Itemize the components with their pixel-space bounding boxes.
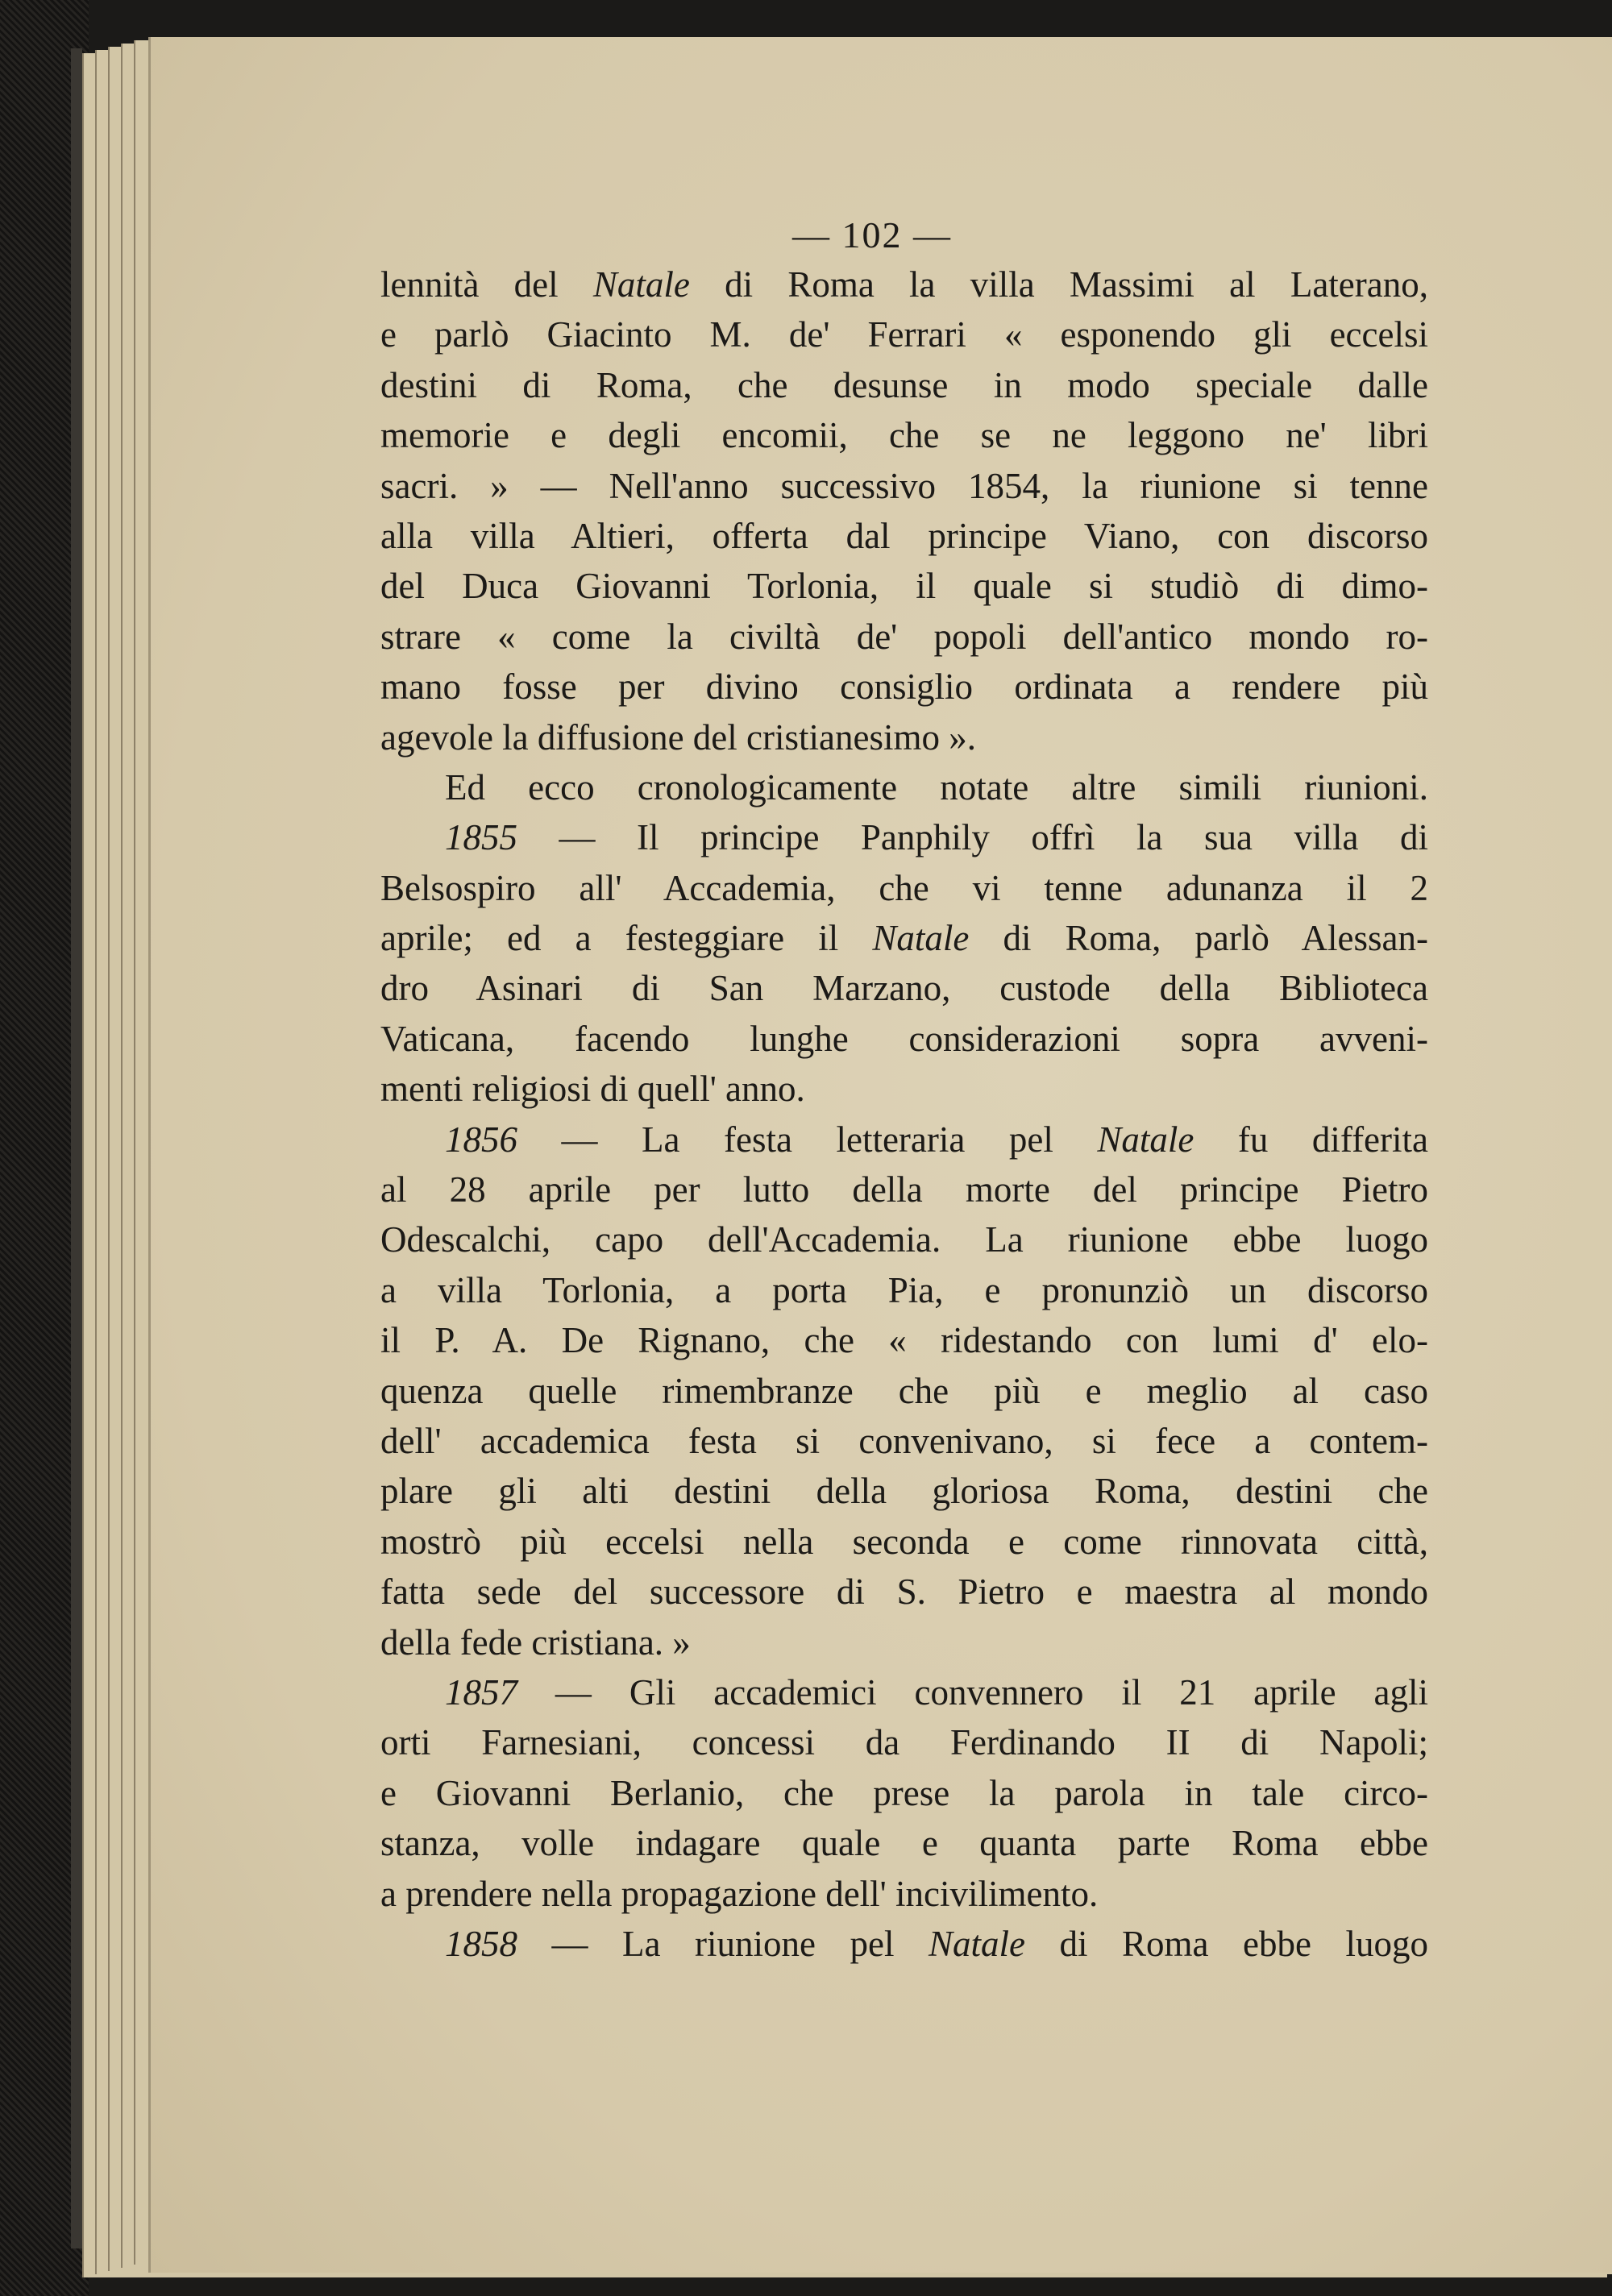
italic-text: 1858 <box>445 1923 517 1964</box>
text-segment: orti Farnesiani, concessi da Ferdinando II di Napoli; <box>380 1722 1428 1763</box>
text-segment: il P. A. De Rignano, che « ridestando con lumi d' elo- <box>380 1320 1428 1361</box>
text-line <box>380 1919 1428 1969</box>
text-segment: — La riunione pel <box>517 1923 929 1964</box>
text-line <box>380 309 1428 359</box>
text-line <box>380 963 1428 1013</box>
text-segment: strare « come la civiltà de' popoli dell'antico mondo ro- <box>380 616 1428 657</box>
italic-text: Natale <box>1097 1119 1194 1160</box>
text-segment: memorie e degli encomii, che se ne leggono ne' libri <box>380 415 1428 456</box>
text-segment: mostrò più eccelsi nella seconda e come rinnovata città, <box>380 1521 1428 1562</box>
text-line <box>380 1064 1428 1114</box>
text-segment: di Roma la villa Massimi al Laterano, <box>689 264 1428 305</box>
text-segment: plare gli alti destini della gloriosa Roma, destini che <box>380 1471 1428 1512</box>
text-line <box>380 612 1428 662</box>
text-segment: fu differita <box>1194 1119 1428 1160</box>
text-segment: fatta sede del successore di S. Pietro e maestra al mondo <box>380 1571 1428 1613</box>
text-line <box>380 812 1428 862</box>
page-number: — 102 — <box>792 214 952 255</box>
text-line <box>380 1366 1428 1416</box>
italic-text: Natale <box>592 264 690 305</box>
text-line <box>380 1717 1428 1767</box>
italic-text: 1857 <box>445 1671 517 1713</box>
text-line <box>380 1869 1428 1919</box>
text-segment: quenza quelle rimembranze che più e meglio al caso <box>380 1370 1428 1411</box>
text-line <box>380 360 1428 410</box>
text-segment: stanza, volle indagare quale e quanta parte Roma ebbe <box>380 1823 1428 1864</box>
text-segment: agevole la diffusione del cristianesimo ». <box>380 716 976 758</box>
text-segment: e Giovanni Berlanio, che prese la parola in tale circo- <box>380 1772 1428 1813</box>
text-segment: — La festa letteraria pel <box>517 1119 1098 1160</box>
text-segment: e parlò Giacinto M. de' Ferrari « esponendo gli eccelsi <box>380 314 1428 355</box>
italic-text: Natale <box>872 918 970 959</box>
text-line <box>380 762 1428 812</box>
text-segment: destini di Roma, che desunse in modo speciale dalle <box>380 364 1428 405</box>
text-line <box>380 259 1428 309</box>
text-line <box>380 511 1428 561</box>
text-line <box>380 1517 1428 1567</box>
text-line <box>380 1768 1428 1818</box>
text-segment: sacri. » — Nell'anno successivo 1854, la riunione si tenne <box>380 465 1428 506</box>
text-line <box>380 1466 1428 1516</box>
text-segment: Vaticana, facendo lunghe considerazioni sopra avveni- <box>380 1018 1428 1059</box>
text-line <box>380 561 1428 611</box>
page-text <box>380 211 1428 1969</box>
text-line <box>380 1315 1428 1365</box>
text-segment: a prendere nella propagazione dell' incivilimento. <box>380 1873 1099 1914</box>
text-line <box>380 410 1428 460</box>
text-line <box>380 1667 1428 1717</box>
text-segment: di Roma, parlò Alessan- <box>969 918 1428 959</box>
text-line <box>380 1818 1428 1868</box>
text-line <box>380 662 1428 712</box>
text-segment: al 28 aprile per lutto della morte del principe Pietro <box>380 1169 1428 1210</box>
text-line <box>380 1617 1428 1667</box>
italic-text: 1855 <box>445 817 517 858</box>
text-segment: Belsospiro all' Accademia, che vi tenne adunanza il 2 <box>380 867 1428 908</box>
text-line <box>380 712 1428 762</box>
text-line <box>380 1115 1428 1165</box>
text-line <box>380 1165 1428 1214</box>
text-segment: lennità del <box>380 264 593 305</box>
text-line <box>380 1214 1428 1264</box>
text-segment: del Duca Giovanni Torlonia, il quale si studiò di dimo- <box>380 566 1428 607</box>
text-segment: alla villa Altieri, offerta dal principe Viano, con discorso <box>380 515 1428 556</box>
text-line <box>380 1416 1428 1466</box>
text-segment: della fede cristiana. » <box>380 1621 691 1663</box>
text-line <box>380 1265 1428 1315</box>
italic-text: 1856 <box>445 1119 517 1160</box>
text-line <box>380 1014 1428 1064</box>
text-segment: di Roma ebbe luogo <box>1024 1923 1428 1964</box>
text-segment: mano fosse per divino consiglio ordinata a rendere più <box>380 666 1428 708</box>
text-segment: a villa Torlonia, a porta Pia, e pronunziò un discorso <box>380 1269 1428 1310</box>
text-segment: Ed ecco cronologicamente notate altre simili riunioni. <box>445 766 1428 808</box>
text-segment: aprile; ed a festeggiare il <box>380 918 873 959</box>
italic-text: Natale <box>928 1923 1025 1964</box>
text-line <box>380 461 1428 511</box>
book-spine-edge <box>71 48 82 2248</box>
text-segment: dro Asinari di San Marzano, custode della Biblioteca <box>380 968 1428 1009</box>
text-line <box>380 1567 1428 1617</box>
text-segment: dell' accademica festa si convenivano, si fece a contem- <box>380 1420 1428 1461</box>
text-line <box>380 863 1428 913</box>
text-segment: Odescalchi, capo dell'Accademia. La riunione ebbe luogo <box>380 1219 1428 1260</box>
text-segment: — Il principe Panphily offrì la sua villa di <box>517 817 1428 858</box>
text-segment: — Gli accademici convennero il 21 aprile agli <box>517 1671 1428 1713</box>
text-line <box>380 913 1428 963</box>
text-segment: menti religiosi di quell' anno. <box>380 1069 805 1110</box>
